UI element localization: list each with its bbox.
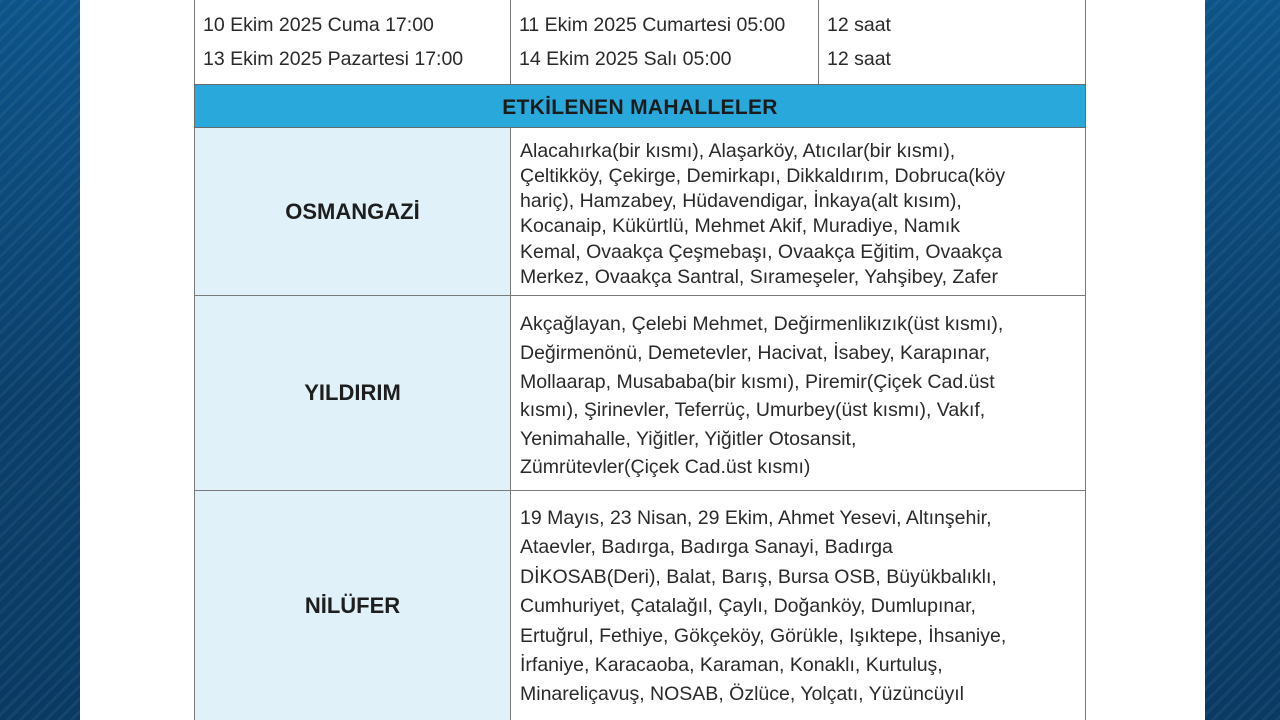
district-name: NİLÜFER <box>304 592 401 618</box>
start-time-cell: 10 Ekim 2025 Cuma 17:00 <box>203 14 434 36</box>
district-name-cell <box>195 296 511 490</box>
section-title: ETKİLENEN MAHALLELER <box>502 96 778 119</box>
section-header <box>194 84 1086 128</box>
neighborhood-line: Yenimahalle, Yiğitler, Yiğitler Otosansit, <box>520 428 857 450</box>
district-name-cell <box>195 491 511 720</box>
district-name-cell <box>195 128 511 295</box>
district-row-yildirim <box>194 296 1086 491</box>
duration-column <box>819 0 1085 84</box>
neighborhood-line: Minareliçavuş, NOSAB, Özlüce, Yolçatı, Yüzüncüyıl <box>520 683 965 705</box>
neighborhood-line: Değirmenönü, Demetevler, Hacivat, İsabey, Karapınar, <box>520 342 991 364</box>
neighborhood-line: Kocanaip, Kükürtlü, Mehmet Akif, Muradiye, Namık <box>520 215 961 237</box>
left-background-panel <box>0 0 80 720</box>
start-column <box>195 0 511 84</box>
neighborhood-line: Merkez, Ovaakça Santral, Sırameşeler, Yahşibey, Zafer <box>520 266 998 288</box>
end-time-cell: 14 Ekim 2025 Salı 05:00 <box>519 48 732 70</box>
outage-table <box>194 0 1086 720</box>
district-name: OSMANGAZİ <box>285 198 420 224</box>
neighborhood-line: Mollaarap, Musababa(bir kısmı), Piremir(Çiçek Cad.üst <box>520 371 995 393</box>
end-column <box>511 0 819 84</box>
neighborhood-line: Ertuğrul, Fethiye, Gökçeköy, Görükle, Işıktepe, İhsaniye, <box>520 625 1007 647</box>
duration-cell: 12 saat <box>827 48 891 70</box>
neighborhood-line: Çeltikköy, Çekirge, Demirkapı, Dikkaldırım, Dobruca(köy <box>520 165 1006 187</box>
announcement-sheet <box>80 0 1205 720</box>
neighborhood-line: İrfaniye, Karacaoba, Karaman, Konaklı, Kurtuluş, <box>520 654 943 676</box>
district-row-osmangazi <box>194 128 1086 296</box>
neighborhood-line: 19 Mayıs, 23 Nisan, 29 Ekim, Ahmet Yesevi, Altınşehir, <box>520 507 992 529</box>
neighborhood-line: Zümrütevler(Çiçek Cad.üst kısmı) <box>520 456 811 478</box>
schedule-rows <box>194 0 1086 84</box>
neighborhood-line: Cumhuriyet, Çatalağıl, Çaylı, Doğanköy, Dumlupınar, <box>520 595 976 617</box>
neighborhood-line: Kemal, Ovaakça Çeşmebaşı, Ovaakça Eğitim, Ovaakça <box>520 241 1003 263</box>
neighborhood-line: kısmı), Şirinevler, Teferrüç, Umurbey(üst kısmı), Vakıf, <box>520 399 986 421</box>
neighborhood-line: DİKOSAB(Deri), Balat, Barış, Bursa OSB, Büyükbalıklı, <box>520 566 997 588</box>
neighborhood-line: hariç), Hamzabey, Hüdavendigar, İnkaya(alt kısım), <box>520 190 962 212</box>
neighborhood-line: Akçağlayan, Çelebi Mehmet, Değirmenlikızık(üst kısmı), <box>520 313 1004 335</box>
right-background-panel <box>1205 0 1280 720</box>
start-time-cell: 13 Ekim 2025 Pazartesi 17:00 <box>203 48 464 70</box>
district-row-nilufer <box>194 491 1086 720</box>
district-name: YILDIRIM <box>304 380 401 405</box>
neighborhood-line: Alacahırka(bir kısmı), Alaşarköy, Atıcılar(bir kısmı), <box>520 140 956 162</box>
neighborhood-line: Ataevler, Badırga, Badırga Sanayi, Badırga <box>520 536 893 558</box>
end-time-cell: 11 Ekim 2025 Cumartesi 05:00 <box>519 14 786 36</box>
duration-cell: 12 saat <box>827 14 891 36</box>
